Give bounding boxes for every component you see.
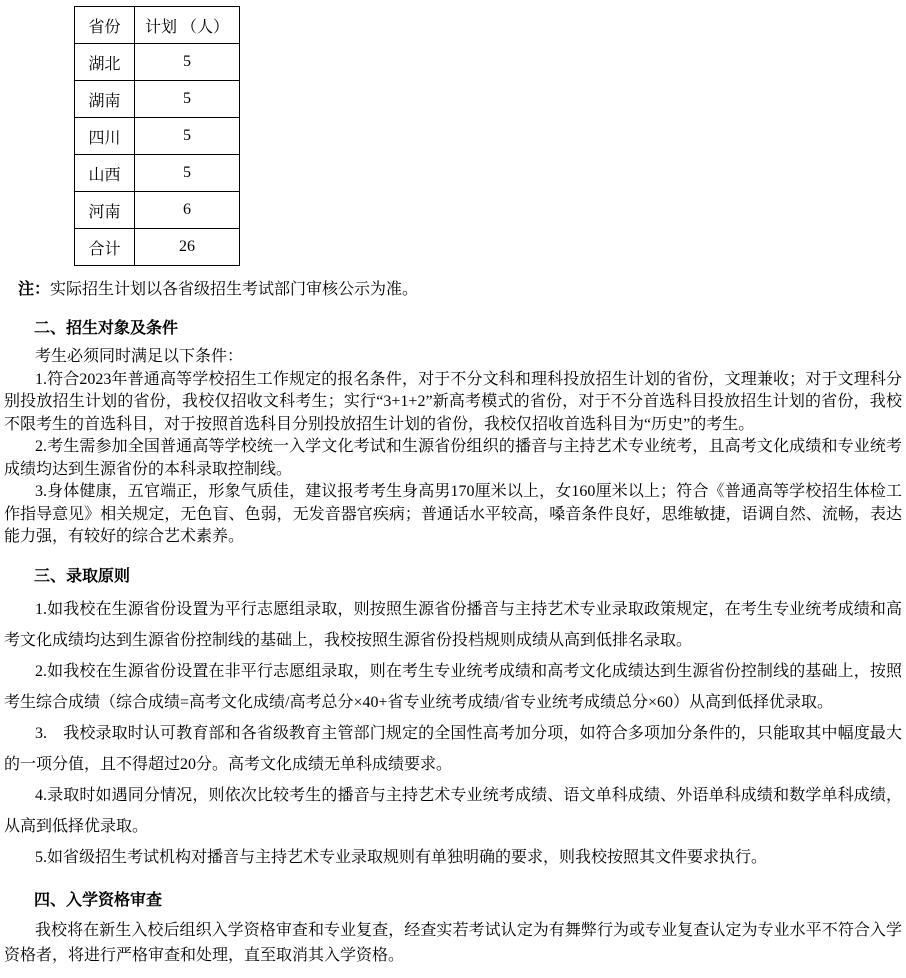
paragraph: 我校将在新生入校后组织入学资格审查和专业复查，经查实若考试认定为有舞弊行为或专业复查认定为专业水平不符合入学资格者，将进行严格审查和处理，直至取消其入学资格。 (4, 921, 902, 964)
total-label-cell: 合计 (75, 229, 135, 266)
table-row (75, 118, 240, 155)
section-heading: 三、录取原则 (34, 567, 131, 585)
table-row (75, 192, 240, 229)
plan-cell: 5 (135, 44, 240, 81)
paragraph: 5.如省级招生考试机构对播音与主持艺术专业录取规则有单独明确的要求，则我校按照其文件要求执行。 (35, 848, 768, 866)
plan-cell: 5 (135, 155, 240, 192)
table-row (75, 155, 240, 192)
enrollment-plan-table (74, 6, 240, 266)
table-row (75, 44, 240, 81)
province-cell: 山西 (75, 155, 135, 192)
province-column-header: 省份 (75, 7, 135, 44)
paragraph: 2.考生需参加全国普通高等学校统一入学文化考试和生源省份组织的播音与主持艺术专业统考，且高考文化成绩和专业统考成绩均达到生源省份的本科录取控制线。 (4, 438, 902, 478)
section-enrollment-targets (4, 318, 902, 549)
section-heading: 二、招生对象及条件 (34, 320, 179, 337)
plan-cell: 5 (135, 118, 240, 155)
paragraph: 4.录取时如遇同分情况，则依次比较考生的播音与主持艺术专业统考成绩、语文单科成绩、外语单科成绩和数学单科成绩，从高到低择优录取。 (4, 786, 902, 835)
province-cell: 湖南 (75, 81, 135, 118)
note-text: 实际招生计划以各省级招生考试部门审核公示为准。 (50, 281, 419, 298)
paragraph: 1.符合2023年普通高等学校招生工作规定的报名条件，对于不分文科和理科投放招生计划的省份，文理兼收；对于文理科分别投放招生计划的省份，我校仅招收文科考生；实行“3+1+2”新高考模式的省份，对于不分首选科目投放招生计划的省份，我校不限考生的首选科目，对于按照首选科目分别投放招生计划的省份，我校仅招收首选科目为“历史”的考生。 (4, 370, 902, 433)
document-page (0, 6, 906, 978)
province-cell: 湖北 (75, 44, 135, 81)
section-qualification-review (4, 890, 902, 968)
plan-cell: 6 (135, 192, 240, 229)
table-note (18, 279, 902, 301)
plan-column-header: 计划 （人） (135, 7, 240, 44)
table-row-total (75, 229, 240, 266)
table-header-row (75, 7, 240, 44)
paragraph: 3.身体健康，五官端正，形象气质佳，建议报考考生身高男170厘米以上，女160厘米以上；符合《普通高等学校招生体检工作指导意见》相关规定，无色盲、色弱，无发音器官疾病；普通话水平较高，嗓音条件良好，思维敏捷，语调自然、流畅，表达能力强，有较好的综合艺术素养。 (4, 483, 902, 545)
paragraph: 2.如我校在生源省份设置在非平行志愿组录取，则在考生专业统考成绩和高考文化成绩达到生源省份控制线的基础上，按照考生综合成绩（综合成绩=高考文化成绩/高考总分×40+省专业统考成绩/省专业统考成绩总分×60）从高到低择优录取。 (4, 662, 902, 711)
province-cell: 四川 (75, 118, 135, 155)
section-admission-principles (4, 566, 902, 873)
plan-cell: 5 (135, 81, 240, 118)
note-prefix: 注： (18, 281, 51, 298)
paragraph: 3. 我校录取时认可教育部和各省级教育主管部门规定的全国性高考加分项，如符合多项加分条件的，只能取其中幅度最大的一项分值，且不得超过20分。高考文化成绩无单科成绩要求。 (4, 724, 902, 773)
paragraph: 1.如我校在生源省份设置为平行志愿组录取，则按照生源省份播音与主持艺术专业录取政策规定，在考生专业统考成绩和高考文化成绩均达到生源省份控制线的基础上，我校按照生源省份投档规则成绩从高到低排名录取。 (4, 600, 902, 649)
paragraph: 考生必须同时满足以下条件： (35, 348, 244, 365)
table-row (75, 81, 240, 118)
province-cell: 河南 (75, 192, 135, 229)
section-heading: 四、入学资格审查 (34, 891, 163, 909)
total-value-cell: 26 (135, 229, 240, 266)
